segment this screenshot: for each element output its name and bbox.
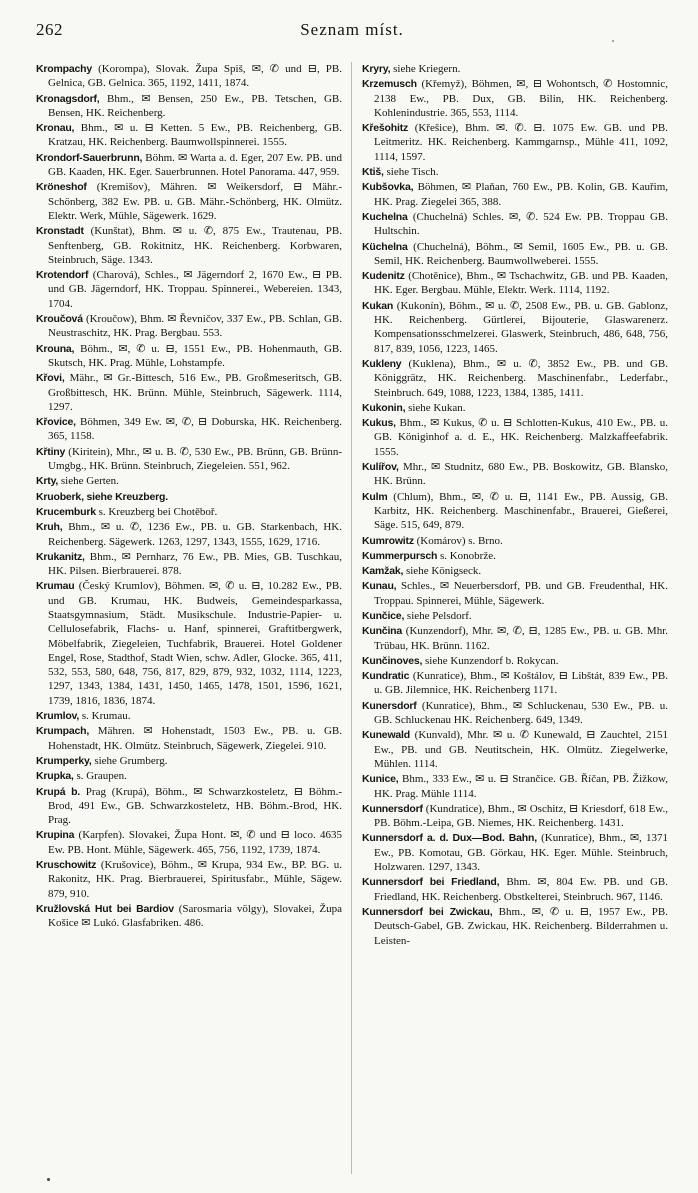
directory-entry xyxy=(362,240,668,269)
ink-speck xyxy=(47,1178,50,1181)
entry-headword: Krumau xyxy=(36,580,75,593)
entry-headword: Kulm xyxy=(362,490,388,503)
entry-text: siehe Kriegern. xyxy=(393,63,461,75)
entry-headword: Kronagsdorf, xyxy=(36,92,100,105)
entry-headword: Krupá b. xyxy=(36,785,81,798)
left-column xyxy=(36,62,342,1174)
entry-headword: Krumpach, xyxy=(36,725,90,738)
entry-text: Schles., ✉ Neuerbersdorf, PB. und GB. Freudenthal, HK. Troppau. Spinnerei, Mühle, Sägewerk. xyxy=(374,580,668,607)
directory-entry xyxy=(36,724,342,753)
entry-text: Böhmen, ✉ Plaňan, 760 Ew., PB. Kolin, GB. Kauřim, HK. Prag. Ziegelei 365, 388. xyxy=(374,181,668,208)
entry-headword: Krupina xyxy=(36,829,75,842)
directory-entry xyxy=(362,624,668,653)
entry-text: (Český Krumlov), Böhmen. ✉, ✆ u. ⊟, 10.282 Ew., PB. und GB. Krumau, HK. Budweis, Gemeindesparkassa, Staatsgymnasium, Städt. Musikschule. Industrie-Papier- u. Cellulosefabrik, Flachs- u. Hanf, spinnerei, Graftitbergwerk, Möbelfabrik, Ziegeleien, Tuchfabrik, Brauerei. Hotel Goldener Engel, Rose, Stadthof, Stadt Wien, schw. Adler, Glocke. 365, 411, 532, 553, 580, 648, 756, 817, 829, 879, 932, 1032, 1114, 1223, 1297, 1343, 1384, 1431, 1450, 1465, 1478, 1501, 1596, 1621, 1739, 1816, 1836, 1874. xyxy=(48,580,342,707)
directory-entry xyxy=(36,62,342,91)
directory-entry xyxy=(36,505,342,519)
entry-text: (Kunštat), Bhm. ✉ u. ✆, 875 Ew., Trautenau, PB. Senftenberg, GB. Rokitnitz, HK. Reichenberg. Korbwaren, Steinbruch, Säge. 1343. xyxy=(48,225,342,266)
entry-text: (Kuklena), Bhm., ✉ u. ✆, 3852 Ew., PB. und GB. Königgrätz, HK. Reichenberg. Maschinenfabr., Lederfabr., Steinbruch. 649, 1088, 1223, 1384, 1385, 1411. xyxy=(374,357,668,399)
directory-entry xyxy=(36,550,342,579)
directory-entry xyxy=(362,165,668,179)
directory-entry xyxy=(36,92,342,121)
entry-text: siehe Kukan. xyxy=(408,401,466,414)
entry-text: (Kroučow), Bhm. ✉ Řevničov, 337 Ew., PB. Schlan, GB. Neustraschitz, HK. Prag. Bergbau. 553. xyxy=(48,313,342,340)
entry-headword: Křovi, xyxy=(36,372,65,385)
directory-entry xyxy=(36,180,342,223)
directory-entry xyxy=(36,828,342,857)
directory-entry xyxy=(362,654,668,668)
entry-headword: Kukleny xyxy=(362,357,402,370)
running-header xyxy=(36,20,668,46)
entry-text: s. Konobrže. xyxy=(439,549,496,562)
directory-entry xyxy=(362,728,668,771)
entry-headword: Küchelna xyxy=(362,240,408,253)
directory-entry xyxy=(36,785,342,828)
entry-headword: Kubšovka, xyxy=(362,181,414,194)
directory-entry xyxy=(36,342,342,371)
entry-text: siehe Königseck. xyxy=(405,565,482,578)
directory-entry xyxy=(36,224,342,267)
running-title: Seznam míst. xyxy=(300,20,404,39)
entry-text: (Karpfen). Slovakei, Župa Hont. ✉, ✆ und ⊟ loco. 4635 Ew. PB. Hont. Mühle, Sägewerk. 465, 756, 1192, 1739, 1874. xyxy=(48,829,342,856)
entry-headword: Krupka, xyxy=(36,770,74,783)
entry-text: Bhm., ✉ Kukus, ✆ u. ⊟ Schlotten-Kukus, 410 Ew., PB. u. GB. Königinhof a. d. E., HK. Reichenberg. Malzkaffeefabrik. 1555. xyxy=(374,417,668,458)
directory-entry xyxy=(362,669,668,698)
directory-entry xyxy=(362,564,668,578)
entry-headword: Kunewald xyxy=(362,729,410,742)
directory-entry xyxy=(362,416,668,459)
entry-text: Bhm., 333 Ew., ✉ u. ⊟ Strančice. GB. Říčan, PB. Žižkow, HK. Prag. Mühle 1114. xyxy=(374,773,668,800)
entry-text: Prag (Krupá), Böhm., ✉ Schwarzkosteletz, ⊟ Böhm.-Brod, 491 Ew., GB. Schwarzkosteletz, HB. Böhm.-Brod, HK. Prag. xyxy=(48,785,342,827)
entry-text: siehe Pelsdorf. xyxy=(406,609,472,622)
directory-entry xyxy=(36,151,342,180)
entry-text: Mähren. ✉ Hohenstadt, 1503 Ew., PB. u. GB. Hohenstadt, HK. Olmütz. Steinbruch, Sägewerk, Ziegelei. 910. xyxy=(48,725,342,752)
entry-text: (Chlum), Bhm., ✉, ✆ u. ⊟, 1141 Ew., PB. Aussig, GB. Karbitz, HK. Reichenberg. Maschinenfabr., Brauerei, Gießerei, Säge. 515, 649, 879. xyxy=(374,490,668,532)
directory-entry xyxy=(362,77,668,120)
entry-text: (Kunratice), Bhm., ✉ Koštálov, ⊟ Libštát, 839 Ew., PB. u. GB. Jilemnice, HK. Reichenberg 1171. xyxy=(374,670,668,697)
directory-entry xyxy=(36,579,342,708)
entry-text: s. Krumau. xyxy=(81,710,131,723)
entry-headword: Krumperky, xyxy=(36,754,92,767)
entry-text: Böhm., ✉, ✆ u. ⊟, 1551 Ew., PB. Hohenmauth, GB. Skutsch, HK. Prag. Mühle, Lohstampfe. xyxy=(48,342,342,369)
entry-headword: Kulířov, xyxy=(362,461,399,474)
entry-text: (Komárov) s. Brno. xyxy=(416,534,503,547)
entry-text: (Kunvald), Mhr. ✉ u. ✆ Kunewald, ⊟ Zauchtel, 2151 Ew., PB. und GB. Neutitschein, HK. Olmütz. Ziegelwerke, Mühlen. 1114. xyxy=(374,729,668,770)
entry-headword: Kunice, xyxy=(362,773,399,786)
entry-headword: Kunčina xyxy=(362,625,403,638)
entry-text: (Kiritein), Mhr., ✉ u. B. ✆, 530 Ew., PB. Brünn, GB. Brünn-Umgbg., HK. Brünn. Steinbruch, Ziegeleien. 551, 962. xyxy=(48,445,342,473)
directory-entry xyxy=(362,905,668,948)
directory-entry xyxy=(36,312,342,341)
entry-headword: Kunčice, xyxy=(362,609,405,622)
entry-headword: Kukonin, xyxy=(362,401,406,414)
entry-headword: Krukanitz, xyxy=(36,550,85,563)
entry-text: (Křemyž), Böhmen, ✉, ⊟ Wohontsch, ✆ Hostomnic, 2138 Ew., PB. Dux, GB. Bilin, HK. Reichenberg. Kohlenindustrie. 365, 553, 1114. xyxy=(374,78,668,119)
entry-headword: Kunnersdorf bei Zwickau, xyxy=(362,905,493,918)
entry-headword: Ktiš, xyxy=(362,166,384,179)
directory-entry xyxy=(36,371,342,414)
directory-entry xyxy=(362,534,668,548)
entry-text: Mhr., ✉ Studnitz, 680 Ew., PB. Boskowitz, GB. Blansko, HK. Brünn. xyxy=(374,461,668,488)
directory-entry xyxy=(36,474,342,488)
entry-text: (Křešice), Bhm. ✉. ✆. ⊟. 1075 Ew. GB. und PB. Leitmeritz. HK. Reichenberg. Kammgarnsp., Mühle 411, 1092, 1114, 1597. xyxy=(374,122,668,163)
entry-headword: Křtiny xyxy=(36,445,66,458)
directory-entry xyxy=(362,460,668,489)
entry-headword: Kunnersdorf bei Friedland, xyxy=(362,876,500,889)
entry-headword: Krondorf-Sauerbrunn, xyxy=(36,151,143,164)
entry-headword: Kunnersdorf xyxy=(362,802,423,815)
entry-text: siehe Grumberg. xyxy=(94,754,168,767)
entry-text: siehe Kunzendorf b. Rokycan. xyxy=(424,654,559,667)
entry-text: Bhm., ✉ u. ⊟ Ketten. 5 Ew., PB. Reichenberg, GB. Kratzau, HK. Reichenberg. Baumwollspinnerei. 1555. xyxy=(48,122,342,149)
directory-entry xyxy=(362,269,668,298)
directory-entry xyxy=(36,121,342,150)
entry-headword: Kuchelna xyxy=(362,210,408,223)
entry-headword: Kryry, xyxy=(362,63,391,75)
directory-entry xyxy=(362,401,668,415)
entry-text: s. Kreuzberg bei Chotěboř. xyxy=(98,505,218,518)
entry-text: siehe Tisch. xyxy=(386,166,439,179)
directory-entry xyxy=(36,754,342,768)
directory-entry xyxy=(36,769,342,783)
directory-entry xyxy=(36,902,342,931)
entry-headword: Krumlov, xyxy=(36,710,80,723)
directory-entry xyxy=(36,520,342,549)
entry-headword: Kudenitz xyxy=(362,270,405,283)
entry-text: Bhm., ✉ u. ✆, 1236 Ew., PB. u. GB. Starkenbach, HK. Reichenberg. Sägewerk. 1263, 1297, 1343, 1555, 1629, 1716. xyxy=(48,521,342,548)
entry-headword: Krucemburk xyxy=(36,505,96,518)
entry-headword: Kundratic xyxy=(362,670,410,683)
entry-text: (Chuchelná) Schles. ✉, ✆. 524 Ew. PB. Troppau GB. Hultschin. xyxy=(374,210,668,238)
entry-headword: Kružlovská Hut bei Bardiov xyxy=(36,902,174,915)
directory-entry xyxy=(362,699,668,728)
entry-text: (Kukonín), Böhm., ✉ u. ✆, 2508 Ew., PB. u. GB. Gablonz, HK. Reichenberg. Gürtlerei, Bijouterie, Glaswarenerz. Kompensationsschmelzerei. Glaswerk, Steinbruch, 486, 648, 756, 817, 839, 1056, 1223, 1465. xyxy=(374,299,668,355)
entry-headword: Kroučová xyxy=(36,313,83,326)
entry-headword: Kruh, xyxy=(36,521,63,534)
right-column xyxy=(362,62,668,1174)
directory-entry xyxy=(36,415,342,444)
entry-headword: Krzemusch xyxy=(362,78,417,91)
entry-headword: Kunčinoves, xyxy=(362,654,423,667)
entry-text: s. Graupen. xyxy=(76,770,127,783)
directory-entry xyxy=(362,831,668,874)
entry-headword: Kukan xyxy=(362,299,394,312)
entry-headword: Kukus, xyxy=(362,417,396,430)
directory-entry xyxy=(36,709,342,723)
entry-text: (Kunzendorf), Mhr. ✉, ✆, ⊟, 1285 Ew., PB. u. GB. Mhr. Trübau, HK. Brünn. 1162. xyxy=(374,625,668,652)
entry-headword: Kunnersdorf a. d. Dux—Bod. Bahn, xyxy=(362,832,537,845)
entry-text: Bhm., ✉ Pernharz, 76 Ew., PB. Mies, GB. Tuschkau, HK. Pilsen. Bierbrauerei. 878. xyxy=(48,550,342,578)
two-column-body xyxy=(36,62,670,1174)
directory-entry xyxy=(36,858,342,901)
directory-entry xyxy=(362,549,668,563)
directory-entry xyxy=(362,579,668,608)
entry-headword: Krouna, xyxy=(36,342,75,355)
entry-text: (Kunratice), Bhm., ✉ Schluckenau, 530 Ew., PB. u. GB. Schluckenau HK. Reichenberg. 649, 1349. xyxy=(374,699,668,727)
entry-headword: Kumrowitz xyxy=(362,534,414,547)
directory-entry xyxy=(362,210,668,239)
entry-text: Böhm. ✉ Warta a. d. Eger, 207 Ew. PB. und GB. Kaaden, HK. Eger. Sauerbrunnen. Hotel Panorama. 447, 959. xyxy=(48,151,342,179)
entry-headword: Kamžak, xyxy=(362,565,404,578)
entry-headword: Kunersdorf xyxy=(362,699,417,712)
entry-text: (Chotěnice), Bhm., ✉ Tschachwitz, GB. und PB. Kaaden, HK. Eger. Bergbau. Mühle, Elektr. Werk. 1114, 1192. xyxy=(374,270,668,297)
directory-entry xyxy=(36,445,342,474)
entry-text: Böhmen, 349 Ew. ✉, ✆, ⊟ Doburska, HK. Reichenberg. 365, 1158. xyxy=(48,416,342,443)
entry-headword: Křešohitz xyxy=(362,122,409,135)
directory-entry xyxy=(36,268,342,311)
directory-entry xyxy=(362,180,668,209)
directory-entry xyxy=(362,490,668,533)
directory-entry xyxy=(362,62,668,76)
directory-entry xyxy=(362,609,668,623)
directory-entry xyxy=(362,875,668,904)
entry-headword: Krty, xyxy=(36,475,59,488)
entry-text: Mähr., ✉ Gr.-Bittesch, 516 Ew., PB. Großmeseritsch, GB. Großbittesch, HK. Brünn. Mühle, Steinbruch, Sägewerk. 1114, 1297. xyxy=(48,372,342,413)
entry-text: siehe Gerten. xyxy=(60,475,119,488)
entry-text: (Chuchelná), Böhm., ✉ Semil, 1605 Ew., PB. u. GB. Semil, HK. Reichenberg. Baumwollweberei. 1555. xyxy=(374,240,668,267)
entry-text: Bhm., ✉ Bensen, 250 Ew., PB. Tetschen, GB. Bensen, HK. Reichenberg. xyxy=(48,92,342,119)
entry-headword: Kruschowitz xyxy=(36,859,97,872)
page-number: 262 xyxy=(36,20,63,39)
entry-headword: Kronstadt xyxy=(36,225,84,238)
directory-entry xyxy=(362,299,668,356)
entry-text: (Charová), Schles., ✉ Jägerndorf 2, 1670 Ew., ⊟ PB. und GB. Jägerndorf, HK. Troppau. Spinnerei., Webereien. 1343, 1704. xyxy=(48,269,342,310)
entry-headword: Kröneshof xyxy=(36,181,87,194)
entry-headword: Kruoberk, siehe Kreuzberg. xyxy=(36,490,168,503)
entry-text: (Kunratice), Bhm., ✉, 1371 Ew., PB. Komotau, GB. Görkau, HK. Eger. Mühle. Steinbruch, Holzwaren. 1297, 1343. xyxy=(374,832,668,874)
directory-entry xyxy=(362,121,668,164)
entry-headword: Kunau, xyxy=(362,580,397,593)
entry-headword: Kummerpursch xyxy=(362,549,438,562)
directory-entry xyxy=(362,802,668,831)
directory-entry xyxy=(36,490,342,504)
entry-text: (Kundratice), Bhm., ✉ Oschitz, ⊟ Kriesdorf, 618 Ew., PB. Böhm.-Leipa, GB. Niemes, HK. Reichenberg. 1431. xyxy=(374,802,668,830)
entry-headword: Krotendorf xyxy=(36,269,89,282)
ink-speck xyxy=(612,40,614,42)
entry-text: (Krušovice), Böhm., ✉ Krupa, 934 Ew., BP. BG. u. Rakonitz, HK. Prag. Bierbrauerei, Spiritusfabr., Mühle, Sägew. 879, 910. xyxy=(48,859,342,900)
directory-entry xyxy=(362,357,668,400)
entry-headword: Krompachy xyxy=(36,63,92,75)
entry-text: Bhm. ✉, 804 Ew. PB. und GB. Friedland, HK. Reichenberg. Obstkelterei, Steinbruch. 967, 1146. xyxy=(374,876,668,903)
entry-text: Bhm., ✉, ✆ u. ⊟, 1957 Ew., PB. Deutsch-Gabel, GB. Zwickau, HK. Reichenberg. Bilderrahmen u. Leisten- xyxy=(374,905,668,947)
entry-headword: Kronau, xyxy=(36,122,75,135)
directory-entry xyxy=(362,772,668,801)
entry-headword: Křovice, xyxy=(36,416,76,429)
entry-text: (Sarosmaria völgy), Slovakei, Župa Košice ✉ Lukó. Glasfabriken. 486. xyxy=(48,902,342,930)
entry-text: (Kremišov), Mähren. ✉ Weikersdorf, ⊟ Mähr.-Schönberg, 382 Ew. PB. u. GB. Mähr.-Schönberg, HK. Olmütz. Elektr. Werk, Mühle, Sägewerk. 1629. xyxy=(48,181,342,222)
entry-text: (Korompa), Slovak. Župa Spiš, ✉, ✆ und ⊟, PB. Gelnica, GB. Gelnica. 365, 1192, 1411, 1874. xyxy=(48,63,342,90)
